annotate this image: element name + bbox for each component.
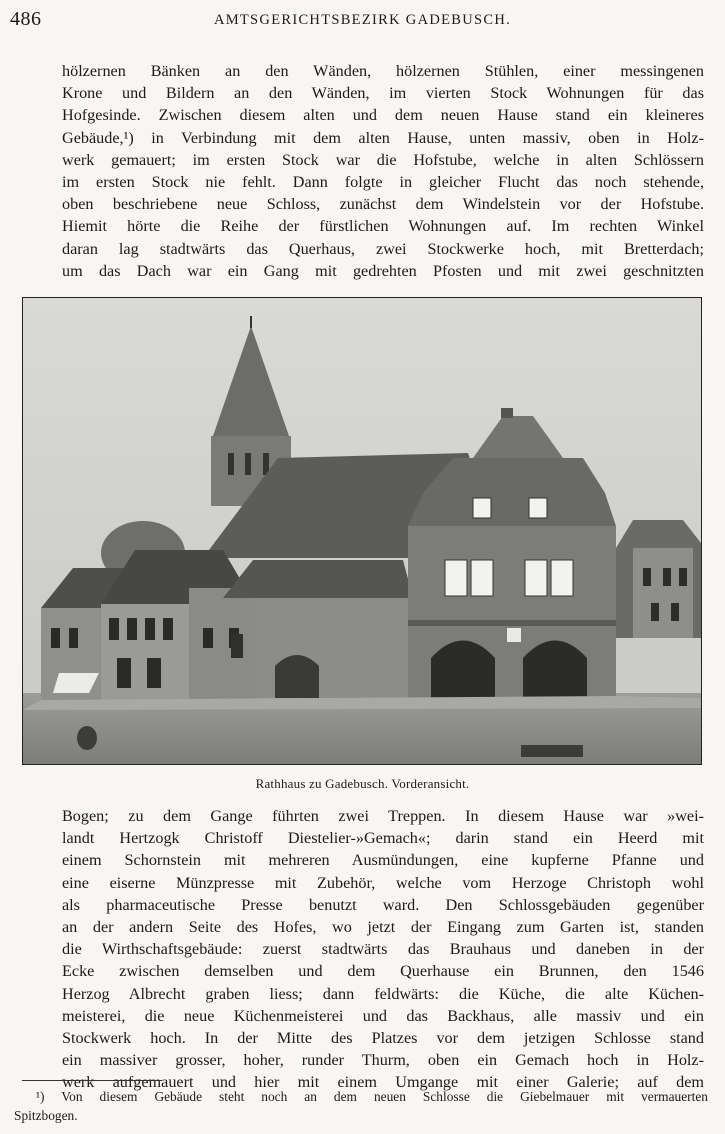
text-line: daran lag stadtwärts das Querhaus, zwei Stockwerke hoch, mit Bretterdach;	[62, 239, 704, 258]
text-line: Krone und Bildern an den Wänden, im vierten Stock Wohnungen für das	[62, 84, 704, 103]
town-hall-photograph	[22, 297, 702, 765]
text-line: ein massiver grosser, hoher, runder Thurm, oben ein Gemach hoch in Holz-	[62, 1051, 704, 1070]
footnote-rule	[22, 1080, 162, 1081]
text-line: Gebäude,¹) in Verbindung mit dem alten Hause, unten massiv, oben in Holz-	[62, 128, 704, 147]
text-line: Hiemit hörte die Reihe der fürstlichen Wohnungen auf. Im rechten Winkel	[62, 217, 704, 236]
text-line: als pharmaceutische Presse benutzt ward. Den Schlossgebäuden gegenüber	[62, 895, 704, 914]
text-line: landt Hertzogk Christoff Diestelier-»Gemach«; darin stand ein Heerd mit	[62, 829, 704, 848]
text-line: im ersten Stock nie fehlt. Dann folgte in gleicher Flucht das noch stehende,	[62, 173, 704, 192]
text-line: Herzog Albrecht graben liess; dann feldwärts: die Küche, die alte Küchen-	[62, 984, 704, 1003]
text-line: Ecke zwischen demselben und dem Querhause ein Brunnen, den 1546	[62, 962, 704, 981]
text-line: die Wirthschaftsgebäude: zuerst stadtwärts das Brauhaus und daneben in der	[62, 940, 704, 959]
text-line: an der andern Seite des Hofes, wo jetzt der Eingang zum Garten ist, standen	[62, 918, 704, 937]
text-line: werk gemauert; im ersten Stock war die Hofstube, welche in alten Schlössern	[62, 150, 704, 169]
paragraph-top	[62, 60, 704, 282]
text-line: Stockwerk hoch. In der Mitte des Platzes vor dem jetzigen Schlosse stand	[62, 1029, 704, 1048]
text-line: hölzernen Bänken an den Wänden, hölzernen Stühlen, einer messingenen	[62, 62, 704, 80]
text-line: Hofgesinde. Zwischen diesem alten und dem neuen Hause stand ein kleineres	[62, 106, 704, 125]
text-line: meisterei, die neue Küchenmeisterei und das Backhaus, alle massiv und ein	[62, 1006, 704, 1025]
text-line: einem Schornstein mit mehreren Ausmündungen, eine kupferne Pfanne und	[62, 851, 704, 870]
text-line: oben beschriebene neue Schloss, zunächst dem Windelstein vor der Hofstube.	[62, 195, 704, 214]
page-number: 486	[10, 8, 42, 30]
text-line: um das Dach war ein Gang mit gedrehten Pfosten und mit zwei geschnitzten	[62, 261, 704, 280]
figure-caption: Rathhaus zu Gadebusch. Vorderansicht.	[255, 776, 470, 791]
text-line: eine eiserne Münzpresse mit Zubehör, welche vom Herzoge Christoph wohl	[62, 873, 704, 892]
running-title: AMTSGERICHTSBEZIRK GADEBUSCH.	[213, 12, 512, 28]
text-line: Bogen; zu dem Gange führten zwei Treppen. In diesem Hause war »wei-	[62, 807, 704, 825]
footnote	[14, 1087, 708, 1125]
text-line: ¹) Von diesem Gebäude steht noch an dem neuen Schlosse die Giebelmauer mit vermauerten	[36, 1089, 708, 1104]
paragraph-bottom	[62, 805, 704, 1094]
text-line: werk aufgemauert und hier mit einem Umgange mit einer Galerie; auf dem	[62, 1073, 704, 1092]
text-line: Spitzbogen.	[14, 1108, 78, 1123]
page-header	[0, 8, 725, 34]
